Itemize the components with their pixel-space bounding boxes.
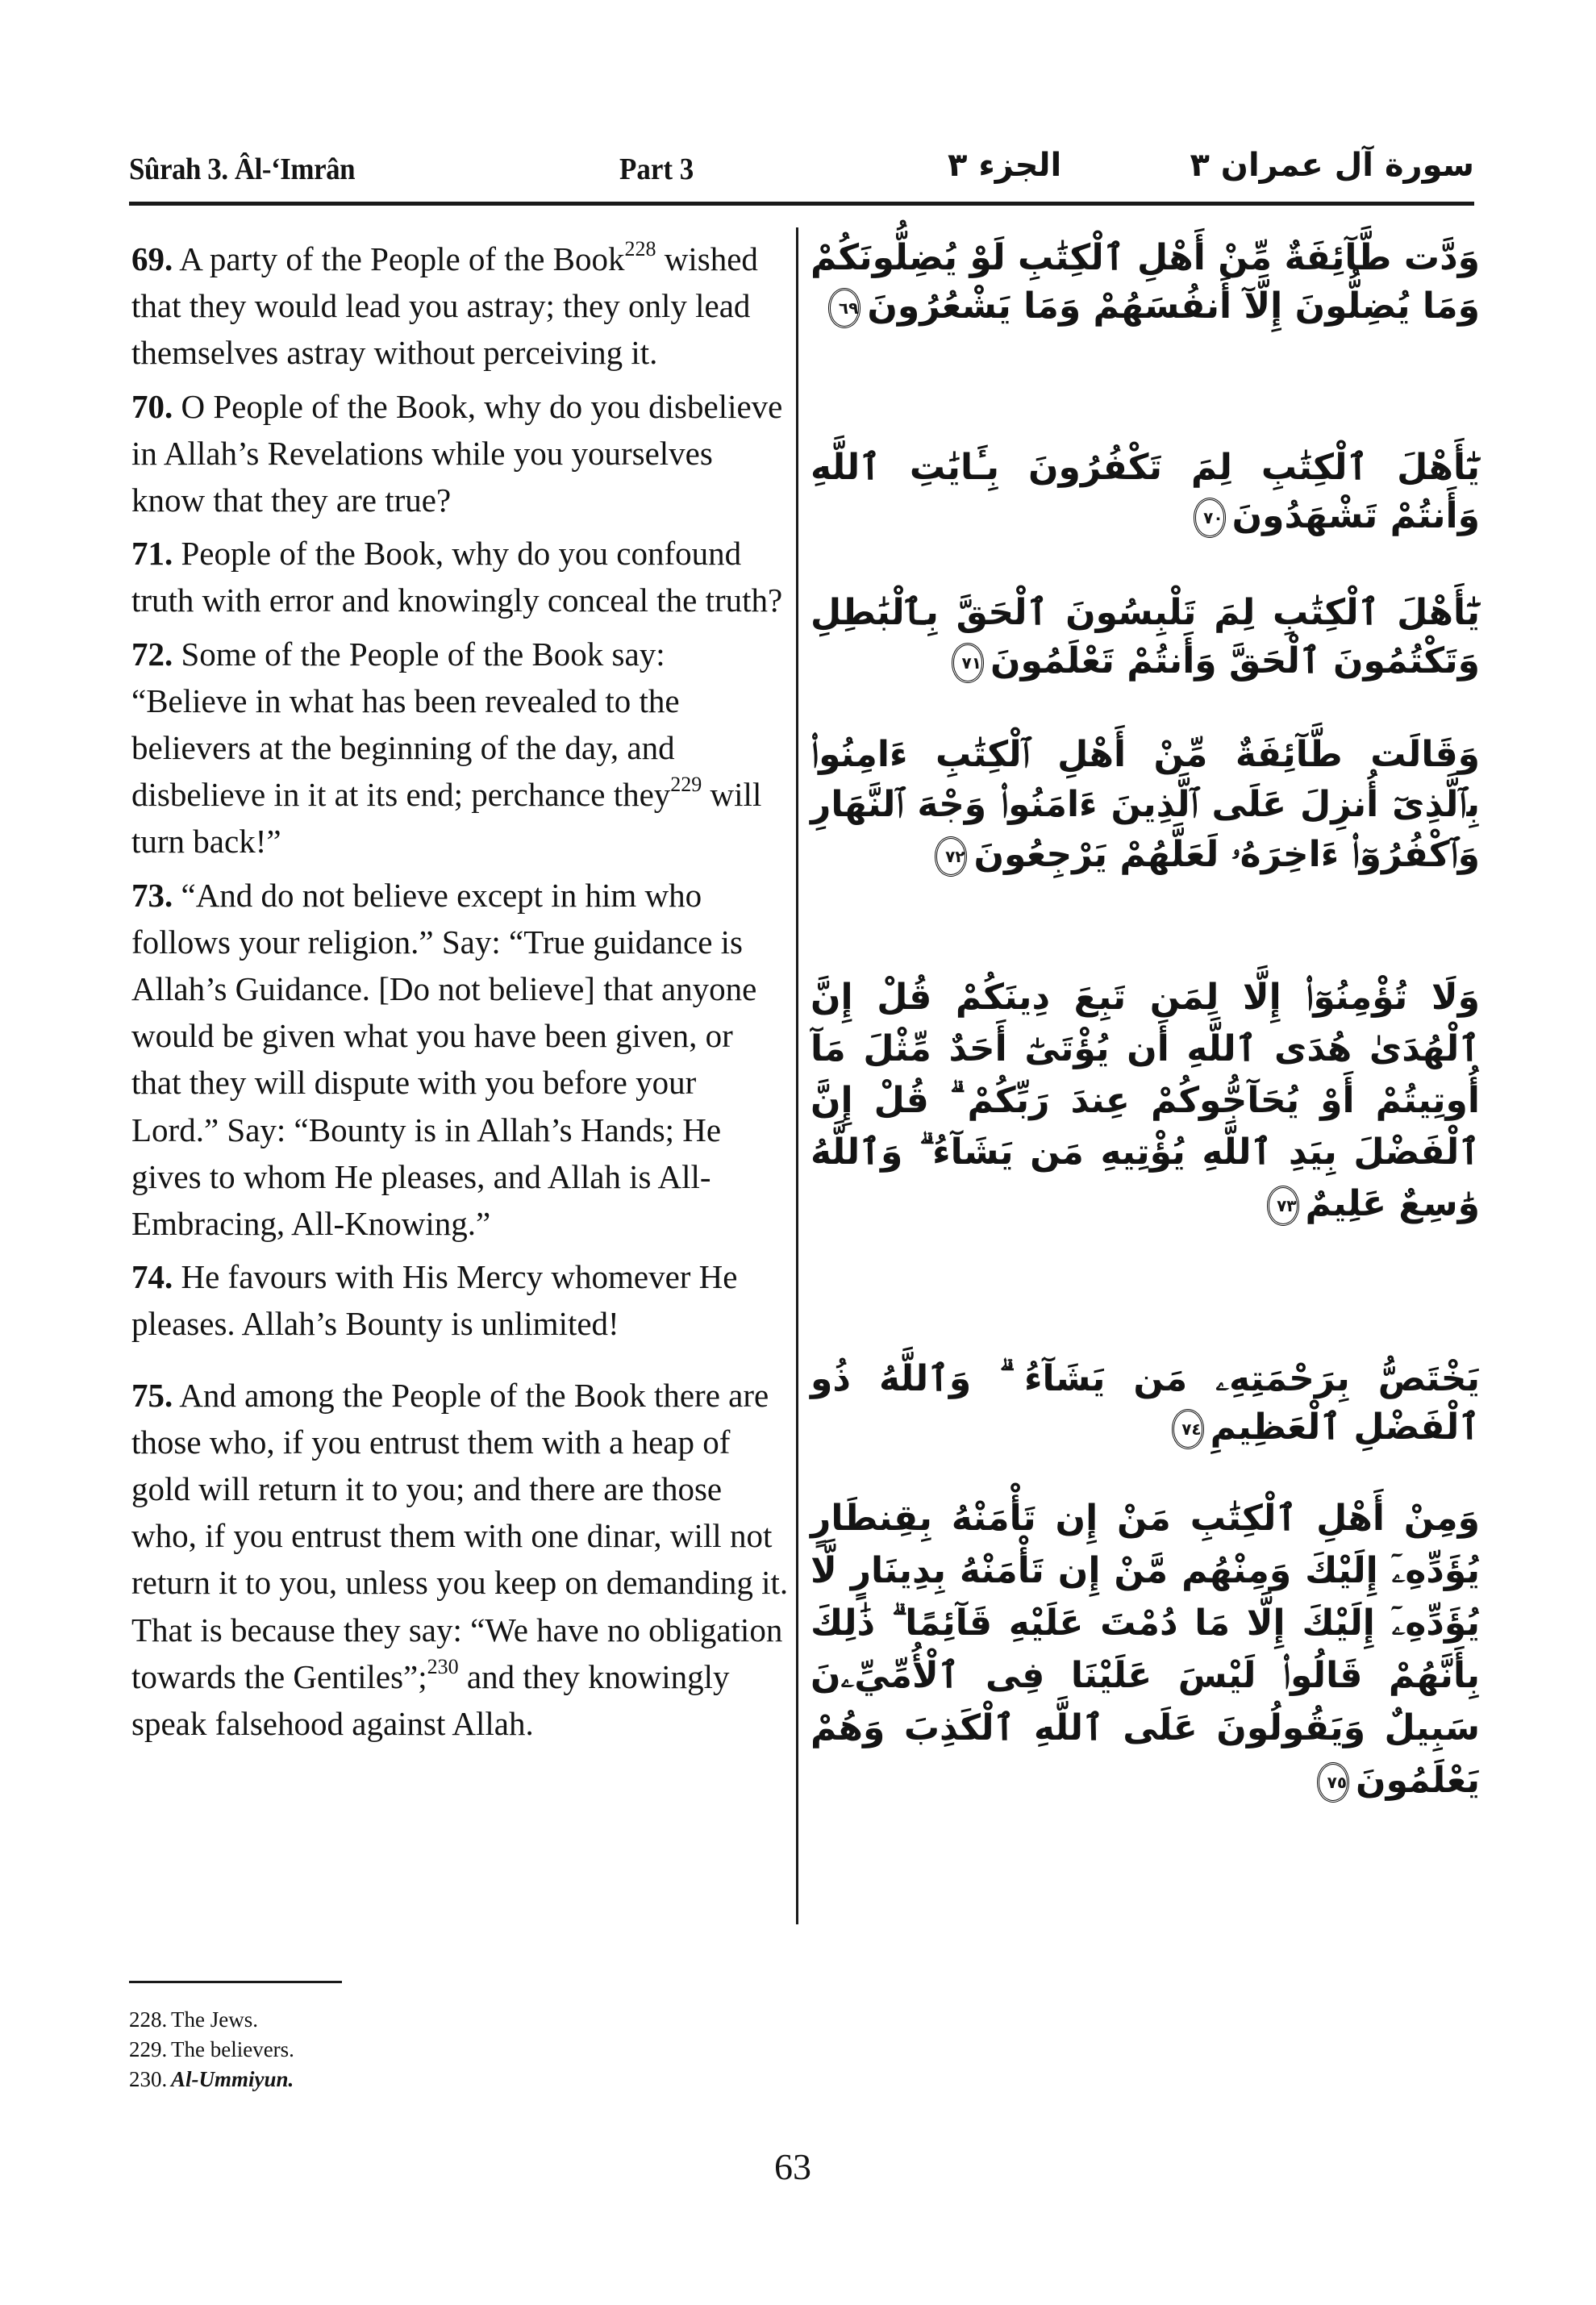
footnote-ref[interactable]: 228 xyxy=(624,237,656,261)
footnote-text: The Jews. xyxy=(171,2007,258,2032)
verse-text: “And do not believe except in him who follows your religion.” Say: “True guidance is Allah’s Guidance. [Do not believe] that anyone would be given what you have been given, or that they will dispute with you before your Lord.” Say: “Bounty is in Allah’s Hands; He gives to whom He pleases, and Allah is All-Embracing, All-Knowing.” xyxy=(131,876,757,1243)
page-header xyxy=(129,147,1474,200)
page-number: 63 xyxy=(774,2146,811,2187)
verse-text: People of the Book, why do you confound truth with error and knowingly conceal the truth? xyxy=(131,535,783,619)
ayah-marker-icon: ٧٤ xyxy=(1172,1409,1204,1449)
footnote-number: 228. xyxy=(129,2007,168,2032)
verse-text-cont: will turn back!” xyxy=(131,776,762,861)
verse-71-ar xyxy=(811,589,1480,686)
verse-71-en xyxy=(131,530,789,623)
verse-75-en xyxy=(131,1372,789,1748)
footnote-text: The believers. xyxy=(171,2037,294,2061)
verse-73-en xyxy=(131,872,789,1248)
verse-number: 73. xyxy=(131,876,173,914)
verse-text-cont: and they knowingly speak falsehood against Allah. xyxy=(131,1657,730,1743)
footnote-number: 229. xyxy=(129,2037,168,2061)
footnote-230 xyxy=(129,2065,294,2095)
verse-72-en xyxy=(131,631,789,865)
verse-number: 70. xyxy=(131,387,173,425)
header-rule xyxy=(129,202,1474,206)
footnote-229 xyxy=(129,2035,294,2065)
footnote-228 xyxy=(129,2005,294,2035)
verse-70-en xyxy=(131,383,789,524)
column-divider xyxy=(796,227,798,1924)
arabic-verse-text: وَدَّت طَّآئِفَةٌ مِّنْ أَهْلِ ٱلْكِتَٰبِ لَوْ يُضِلُّونَكُمْ وَمَا يُضِلُّونَ إِلَّآ أَنفُسَهُمْ وَمَا يَشْعُرُونَ xyxy=(811,237,1480,327)
verse-number: 71. xyxy=(131,535,173,573)
verse-73-ar xyxy=(811,972,1480,1230)
verse-69-en xyxy=(131,236,789,377)
verse-text: A party of the People of the Book xyxy=(173,240,625,277)
ayah-marker-icon: ٧٣ xyxy=(1267,1186,1299,1226)
verse-number: 74. xyxy=(131,1258,173,1296)
verse-number: 72. xyxy=(131,635,173,673)
verse-text-cont: wished that they would lead you astray; they only lead themselves astray without perceiving it. xyxy=(131,240,758,372)
arabic-verse-text: يَٰٓأَهْلَ ٱلْكِتَٰبِ لِمَ تَلْبِسُونَ ٱلْحَقَّ بِٱلْبَٰطِلِ وَتَكْتُمُونَ ٱلْحَقَّ وَأَنتُمْ تَعْلَمُونَ xyxy=(811,592,1480,681)
arabic-verse-text: يَخْتَصُّ بِرَحْمَتِهِۦ مَن يَشَآءُ ۗ وَٱللَّهُ ذُو ٱلْفَضْلِ ٱلْعَظِيمِ xyxy=(811,1358,1480,1448)
footnote-rule xyxy=(129,1981,342,1983)
arabic-verse-text: وَلَا تُؤْمِنُوٓا۟ إِلَّا لِمَن تَبِعَ دِينَكُمْ قُلْ إِنَّ ٱلْهُدَىٰ هُدَى ٱللَّهِ أَن يُؤْتَىٰٓ أَحَدٌ مِّثْلَ مَآ أُوتِيتُمْ أَوْ يُحَآجُّوكُمْ عِندَ رَبِّكُمْ ۗ قُلْ إِنَّ ٱلْفَضْلَ بِيَدِ ٱللَّهِ يُؤْتِيهِ مَن يَشَآءُ ۗ وَٱللَّهُ وَٰسِعٌ عَلِيمٌ xyxy=(811,977,1480,1224)
footnote-ref[interactable]: 229 xyxy=(670,773,702,797)
verse-text: O People of the Book, why do you disbelieve in Allah’s Revelations while you yourselves know that they are true? xyxy=(131,387,783,519)
ayah-marker-icon: ٧٥ xyxy=(1317,1762,1349,1803)
verse-74-en xyxy=(131,1253,789,1347)
part-label-ar: الجزء ٣ xyxy=(948,147,1062,184)
footnote-text: Al-Ummiyun. xyxy=(171,2067,294,2091)
surah-title-ar: سورة آل عمران ٣ xyxy=(1190,147,1474,184)
part-label-en: Part 3 xyxy=(619,152,694,186)
arabic-verse-text: وَمِنْ أَهْلِ ٱلْكِتَٰبِ مَنْ إِن تَأْمَنْهُ بِقِنطَارٍ يُؤَدِّهِۦٓ إِلَيْكَ وَمِنْهُم مَّنْ إِن تَأْمَنْهُ بِدِينَارٍ لَّا يُؤَدِّهِۦٓ إِلَيْكَ إِلَّا مَا دُمْتَ عَلَيْهِ قَآئِمًا ۗ ذَٰلِكَ بِأَنَّهُمْ قَالُوا۟ لَيْسَ عَلَيْنَا فِى ٱلْأُمِّيِّۦنَ سَبِيلٌ وَيَقُولُونَ عَلَى ٱللَّهِ ٱلْكَذِبَ وَهُمْ يَعْلَمُونَ xyxy=(811,1498,1480,1801)
verse-72-ar xyxy=(811,730,1480,880)
verse-75-ar xyxy=(811,1492,1480,1807)
arabic-verse-text: وَقَالَت طَّآئِفَةٌ مِّنْ أَهْلِ ٱلْكِتَٰبِ ءَامِنُوا۟ بِٱلَّذِىٓ أُنزِلَ عَلَى ٱلَّذِينَ ءَامَنُوا۟ وَجْهَ ٱلنَّهَارِ وَٱكْفُرُوٓا۟ ءَاخِرَهُۥ لَعَلَّهُمْ يَرْجِعُونَ xyxy=(811,734,1480,875)
verse-text: And among the People of the Book there are those who, if you entrust them with a heap of gold will return it to you; and there are those who, if you entrust them with one dinar, will not return it to you, unless you keep on demanding it. That is because they say: “We have no obligation towards the Gentiles”; xyxy=(131,1376,789,1695)
ayah-marker-icon: ٦٩ xyxy=(828,288,861,328)
verse-number: 69. xyxy=(131,240,173,277)
footnote-ref[interactable]: 230 xyxy=(427,1654,459,1678)
verse-74-ar xyxy=(811,1355,1480,1452)
footnotes xyxy=(129,2005,294,2095)
english-column xyxy=(131,236,789,1753)
arabic-verse-text: يَٰٓأَهْلَ ٱلْكِتَٰبِ لِمَ تَكْفُرُونَ بِـَٔايَٰتِ ٱللَّهِ وَأَنتُمْ تَشْهَدُونَ xyxy=(811,447,1480,536)
ayah-marker-icon: ٧٢ xyxy=(935,836,967,877)
surah-title-en: Sûrah 3. Âl-‘Imrân xyxy=(129,152,356,186)
verse-69-ar xyxy=(811,234,1480,331)
verse-text: He favours with His Mercy whomever He pleases. Allah’s Bounty is unlimited! xyxy=(131,1258,738,1343)
verse-text: Some of the People of the Book say: “Believe in what has been revealed to the believers at the beginning of the day, and disbelieve in it at its end; perchance they xyxy=(131,635,680,814)
verse-number: 75. xyxy=(131,1376,173,1414)
verse-70-ar xyxy=(811,444,1480,540)
ayah-marker-icon: ٧٠ xyxy=(1194,498,1226,538)
footnote-number: 230. xyxy=(129,2067,168,2091)
ayah-marker-icon: ٧١ xyxy=(952,643,984,683)
